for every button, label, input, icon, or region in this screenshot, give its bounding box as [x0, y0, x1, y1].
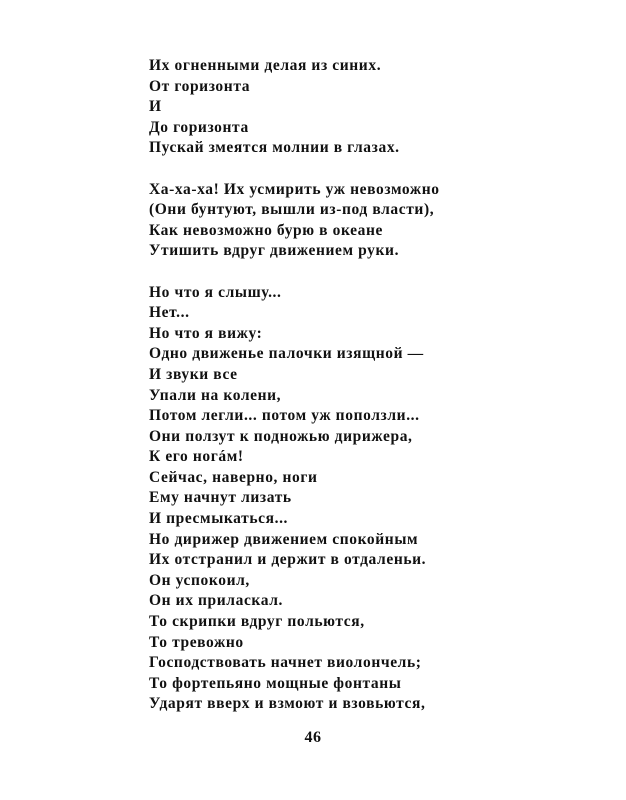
poem-line: К его ногáм!: [149, 448, 244, 466]
poem-text: [149, 56, 589, 715]
poem-line: И пресмыкаться...: [149, 510, 289, 528]
poem-line: Но что я слышу...: [149, 283, 282, 301]
poem-line: Потом легли... потом уж поползли...: [149, 407, 420, 425]
poem-line: То тревожно: [149, 633, 244, 651]
poem-line: Нет...: [149, 304, 190, 322]
poem-line: Он успокоил,: [149, 571, 250, 589]
poem-line: И звуки все: [149, 365, 238, 383]
stanza: [149, 180, 589, 262]
poem-line: И: [149, 98, 162, 116]
poem-line: То фортепьяно мощные фонтаны: [149, 674, 402, 692]
poem-line: До горизонта: [149, 118, 249, 136]
poem-line: Упали на колени,: [149, 386, 282, 404]
poem-line: Пускай змеятся молнии в глазах.: [149, 139, 400, 157]
page-number: 46: [304, 729, 322, 746]
poem-line: Их огненными делая из синих.: [149, 57, 382, 74]
poem-line: Утишить вдруг движением руки.: [149, 242, 400, 260]
poem-line: Господствовать начнет виолончель;: [149, 654, 422, 672]
poem-line: Они ползут к подножью дирижера,: [149, 427, 413, 445]
poem-line: То скрипки вдруг польются,: [149, 613, 365, 631]
poem-line: Ха-ха-ха! Их усмирить уж невозможно: [149, 180, 440, 198]
poem-line: (Они бунтуют, вышли из-под власти),: [149, 201, 435, 219]
poem-line: Но что я вижу:: [149, 324, 263, 342]
poem-line: Сейчас, наверно, ноги: [149, 468, 318, 486]
poem-line: От горизонта: [149, 77, 251, 95]
poem-line: Он их приласкал.: [149, 592, 283, 610]
poem-line: Ему начнут лизать: [149, 489, 292, 507]
poem-line: Одно движенье палочки изящной —: [149, 345, 424, 363]
stanza: [149, 283, 589, 715]
poem-line: Ударят вверх и взмоют и взовьются,: [149, 695, 426, 713]
poem-line: Как невозможно бурю в океане: [149, 221, 383, 239]
stanza: [149, 56, 589, 159]
poem-line: Их отстранил и держит в отдаленьи.: [149, 551, 427, 569]
poem-line: Но дирижер движением спокойным: [149, 530, 419, 548]
